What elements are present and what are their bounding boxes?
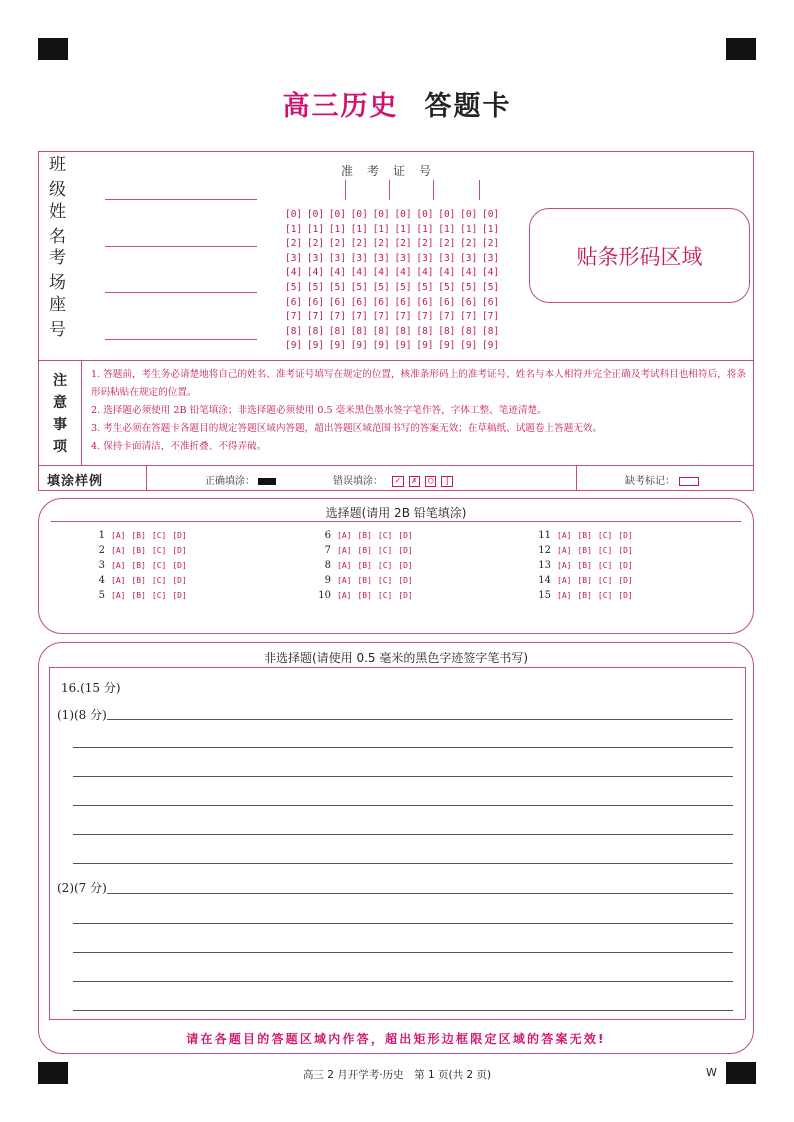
- question-number: 2: [98, 545, 105, 556]
- multiple-choice-section: [38, 498, 754, 634]
- answer-line[interactable]: [73, 952, 733, 953]
- digit-bubble[interactable]: [2]: [285, 238, 303, 250]
- question-number: 4: [98, 575, 105, 586]
- digit-bubble[interactable]: [3]: [306, 252, 325, 264]
- digit-bubble[interactable]: [4]: [394, 267, 412, 279]
- digit-bubble[interactable]: [3]: [460, 252, 478, 264]
- digit-bubble[interactable]: [9]: [394, 340, 412, 352]
- question-16-label: 16.(15 分): [61, 681, 121, 695]
- mc-question-row: [87, 558, 193, 573]
- title-subject: 高三历史: [282, 91, 399, 122]
- notes-label: 注意事项: [53, 373, 67, 455]
- field-label: 座号: [49, 295, 82, 340]
- answer-bubble[interactable]: [C]: [377, 576, 393, 585]
- digit-bubble[interactable]: [8]: [285, 325, 303, 337]
- digit-bubble[interactable]: [0]: [372, 209, 390, 220]
- question-number: 11: [538, 530, 551, 541]
- digit-bubble[interactable]: [3]: [350, 252, 368, 264]
- answer-bubble[interactable]: [C]: [597, 561, 613, 570]
- answer-bubble[interactable]: [D]: [172, 546, 187, 555]
- header-info-box: [38, 151, 754, 491]
- notes-list: [91, 366, 751, 456]
- digit-bubble[interactable]: [9]: [416, 340, 434, 352]
- digit-bubble[interactable]: [1]: [328, 223, 346, 235]
- answer-line[interactable]: [73, 747, 733, 748]
- digit-bubble[interactable]: [5]: [394, 281, 412, 293]
- answer-line[interactable]: [73, 863, 733, 864]
- question-number: 15: [538, 590, 551, 601]
- digit-bubble[interactable]: [4]: [482, 267, 500, 279]
- divider: [39, 360, 753, 361]
- barcode-area: 贴条形码区域: [529, 208, 750, 303]
- essay-section-title: 非选择题(请使用 0.5 毫米的黑色字迹签字笔书写): [263, 651, 529, 665]
- digit-bubble[interactable]: [9]: [460, 340, 478, 352]
- digit-bubble[interactable]: [9]: [438, 340, 456, 352]
- wrong-marks: [392, 476, 453, 487]
- digit-bubble[interactable]: [3]: [285, 252, 303, 264]
- digit-bubble[interactable]: [1]: [285, 223, 303, 235]
- digit-row: [285, 223, 504, 238]
- digit-bubble[interactable]: [3]: [372, 252, 390, 264]
- digit-row: [285, 339, 504, 354]
- answer-bubble[interactable]: [A]: [557, 576, 572, 585]
- answer-bubble[interactable]: [B]: [131, 561, 146, 570]
- digit-bubble[interactable]: [1]: [306, 223, 325, 235]
- digit-bubble[interactable]: [6]: [306, 296, 325, 308]
- answer-bubble[interactable]: [C]: [151, 561, 167, 570]
- answer-bubble[interactable]: [B]: [131, 531, 146, 540]
- digit-row: [285, 208, 504, 223]
- answer-bubble[interactable]: [A]: [557, 561, 572, 570]
- answer-bubble[interactable]: [A]: [557, 591, 572, 600]
- mc-column-3: [533, 528, 639, 603]
- answer-line[interactable]: [107, 893, 733, 894]
- mc-question-row: [533, 558, 639, 573]
- answer-bubble[interactable]: [B]: [131, 546, 146, 555]
- room-input-line[interactable]: [105, 274, 257, 293]
- page-footer: 高三 2 月开学考·历史 第 1 页(共 2 页): [302, 1069, 492, 1081]
- digit-bubble[interactable]: [2]: [482, 238, 500, 250]
- digit-bubble[interactable]: [1]: [482, 223, 500, 235]
- digit-bubble[interactable]: [8]: [372, 325, 390, 337]
- digit-bubble[interactable]: [2]: [416, 238, 434, 250]
- digit-bubble[interactable]: [6]: [394, 296, 412, 308]
- digit-bubble[interactable]: [7]: [328, 311, 346, 323]
- digit-bubble[interactable]: [5]: [372, 281, 390, 293]
- mc-question-row: [533, 588, 639, 603]
- digit-bubble[interactable]: [6]: [460, 296, 478, 308]
- wrong-fill-label: 错误填涂：: [333, 476, 383, 487]
- mc-question-row: [313, 588, 419, 603]
- answer-bubble[interactable]: [D]: [172, 531, 187, 540]
- answer-bubble[interactable]: [B]: [577, 576, 592, 585]
- question-number: 6: [324, 530, 331, 541]
- digit-bubble[interactable]: [9]: [285, 340, 303, 352]
- digit-bubble[interactable]: [5]: [285, 281, 303, 293]
- answer-bubble[interactable]: [D]: [618, 531, 633, 540]
- answer-bubble[interactable]: [D]: [172, 561, 187, 570]
- answer-bubble[interactable]: [C]: [377, 591, 393, 600]
- question-number: 1: [98, 530, 105, 541]
- fill-example-row: [39, 465, 755, 491]
- mc-column-1: [87, 528, 193, 603]
- answer-bubble[interactable]: [C]: [151, 531, 167, 540]
- answer-bubble[interactable]: [C]: [597, 546, 613, 555]
- digit-bubble[interactable]: [1]: [372, 223, 390, 235]
- answer-bubble[interactable]: [A]: [337, 576, 352, 585]
- answer-bubble[interactable]: [D]: [398, 561, 413, 570]
- digit-bubble[interactable]: [0]: [416, 209, 434, 220]
- digit-bubble[interactable]: [3]: [394, 252, 412, 264]
- corner-marker-top-left: [38, 38, 68, 60]
- admission-number-bubble-grid[interactable]: [285, 208, 504, 354]
- digit-bubble[interactable]: [2]: [350, 238, 368, 250]
- answer-bubble[interactable]: [D]: [618, 546, 633, 555]
- digit-bubble[interactable]: [6]: [372, 296, 390, 308]
- answer-bubble[interactable]: [D]: [398, 531, 413, 540]
- answer-bubble[interactable]: [A]: [111, 546, 126, 555]
- digit-bubble[interactable]: [8]: [306, 325, 325, 337]
- answer-bubble[interactable]: [C]: [377, 561, 393, 570]
- answer-bubble[interactable]: [A]: [111, 561, 126, 570]
- digit-bubble[interactable]: [4]: [328, 267, 346, 279]
- digit-bubble[interactable]: [3]: [482, 252, 500, 264]
- digit-bubble[interactable]: [4]: [416, 267, 434, 279]
- mc-question-row: [87, 528, 193, 543]
- divider: [576, 465, 577, 491]
- digit-bubble[interactable]: [0]: [350, 209, 368, 220]
- solid-mark-icon: [258, 478, 276, 485]
- answer-bubble[interactable]: [A]: [111, 591, 126, 600]
- class-input-line[interactable]: [105, 181, 257, 200]
- note-item: 3. 考生必须在答题卡各题目的规定答题区域内答题，超出答题区域范围书写的答案无效；在草稿纸、试题卷上答题无效。: [91, 423, 603, 434]
- digit-bubble[interactable]: [1]: [438, 223, 456, 235]
- digit-bubble[interactable]: [4]: [306, 267, 325, 279]
- answer-bubble[interactable]: [C]: [377, 531, 393, 540]
- answer-bubble[interactable]: [B]: [357, 576, 372, 585]
- digit-bubble[interactable]: [7]: [306, 311, 325, 323]
- mc-question-row: [87, 588, 193, 603]
- name-input-line[interactable]: [105, 228, 257, 247]
- mc-question-row: [533, 543, 639, 558]
- fill-example-label: 填涂样例: [47, 474, 104, 489]
- mc-question-row: [87, 543, 193, 558]
- digit-bubble[interactable]: [0]: [394, 209, 412, 220]
- field-label: 班级: [49, 155, 82, 200]
- answer-bubble[interactable]: [A]: [111, 531, 126, 540]
- divider: [49, 667, 745, 668]
- digit-bubble[interactable]: [7]: [285, 311, 303, 323]
- digit-bubble[interactable]: [8]: [416, 325, 434, 337]
- digit-bubble[interactable]: [5]: [328, 281, 346, 293]
- question-number: 7: [324, 545, 331, 556]
- digit-row: [285, 296, 504, 311]
- digit-bubble[interactable]: [4]: [285, 267, 303, 279]
- answer-bubble[interactable]: [B]: [357, 561, 372, 570]
- digit-bubble[interactable]: [9]: [328, 340, 346, 352]
- answer-bubble[interactable]: [D]: [618, 561, 633, 570]
- answer-bubble[interactable]: [D]: [398, 576, 413, 585]
- digit-bubble[interactable]: [2]: [460, 238, 478, 250]
- digit-bubble[interactable]: [2]: [372, 238, 390, 250]
- digit-bubble[interactable]: [0]: [460, 209, 478, 220]
- admission-number-title: 准考证号: [341, 164, 446, 178]
- digit-bubble[interactable]: [9]: [306, 340, 325, 352]
- divider: [146, 465, 147, 491]
- answer-bubble[interactable]: [B]: [131, 591, 146, 600]
- digit-bubble[interactable]: [3]: [328, 252, 346, 264]
- digit-bubble[interactable]: [8]: [394, 325, 412, 337]
- digit-bubble[interactable]: [0]: [438, 209, 456, 220]
- digit-bubble[interactable]: [0]: [306, 209, 325, 220]
- digit-bubble[interactable]: [2]: [394, 238, 412, 250]
- correct-fill-example: [205, 472, 276, 487]
- divider: [49, 667, 50, 1019]
- answer-bubble[interactable]: [D]: [398, 591, 413, 600]
- mc-question-row: [313, 573, 419, 588]
- answer-bubble[interactable]: [C]: [597, 576, 613, 585]
- digit-bubble[interactable]: [8]: [350, 325, 368, 337]
- digit-bubble[interactable]: [5]: [438, 281, 456, 293]
- question-number: 12: [538, 545, 551, 556]
- answer-bubble[interactable]: [D]: [172, 591, 187, 600]
- question-number: 5: [98, 590, 105, 601]
- digit-row: [285, 310, 504, 325]
- answer-bubble[interactable]: [A]: [111, 576, 126, 585]
- mc-question-row: [533, 528, 639, 543]
- digit-bubble[interactable]: [1]: [460, 223, 478, 235]
- answer-bubble[interactable]: [C]: [151, 591, 167, 600]
- bar-mark-icon: |: [441, 476, 452, 487]
- wrong-fill-example: [333, 472, 453, 487]
- essay-section: [38, 642, 754, 1054]
- digit-bubble[interactable]: [5]: [416, 281, 434, 293]
- digit-bubble[interactable]: [6]: [350, 296, 368, 308]
- digit-bubble[interactable]: [2]: [328, 238, 346, 250]
- digit-row: [285, 252, 504, 267]
- note-item: 1. 答题前，考生务必请楚地将自己的姓名、准考证号填写在规定的位置，核准条形码上的准考证号、姓名与本人相符并完全正确及考试科目也相符后，将条形码粘贴在规定的位置。: [91, 369, 746, 398]
- answer-line[interactable]: [73, 776, 733, 777]
- divider: [51, 521, 741, 522]
- answer-line[interactable]: [107, 719, 733, 720]
- digit-bubble[interactable]: [7]: [394, 311, 412, 323]
- question-number: 13: [538, 560, 551, 571]
- answer-bubble[interactable]: [A]: [557, 546, 572, 555]
- answer-bubble[interactable]: [C]: [597, 591, 613, 600]
- digit-bubble[interactable]: [9]: [482, 340, 500, 352]
- admission-number-write-boxes[interactable]: [345, 180, 485, 202]
- mc-section-title: 选择题(请用 2B 铅笔填涂): [325, 506, 467, 520]
- version-code: W: [706, 1066, 717, 1079]
- answer-line[interactable]: [73, 1010, 733, 1011]
- digit-bubble[interactable]: [7]: [482, 311, 500, 323]
- digit-bubble[interactable]: [3]: [416, 252, 434, 264]
- answer-bubble[interactable]: [B]: [357, 531, 372, 540]
- digit-bubble[interactable]: [6]: [328, 296, 346, 308]
- answer-bubble[interactable]: [C]: [377, 546, 393, 555]
- answer-bubble[interactable]: [B]: [577, 546, 592, 555]
- absent-mark-label: 缺考标记：: [625, 476, 675, 487]
- divider: [745, 667, 746, 1019]
- digit-bubble[interactable]: [0]: [482, 209, 500, 220]
- answer-bubble[interactable]: [A]: [557, 531, 572, 540]
- digit-bubble[interactable]: [7]: [350, 311, 368, 323]
- absent-mark: [625, 472, 699, 487]
- digit-row: [285, 237, 504, 252]
- digit-bubble[interactable]: [1]: [394, 223, 412, 235]
- digit-bubble[interactable]: [9]: [372, 340, 390, 352]
- answer-bubble[interactable]: [C]: [597, 531, 613, 540]
- digit-bubble[interactable]: [4]: [372, 267, 390, 279]
- answer-bubble[interactable]: [D]: [398, 546, 413, 555]
- note-item: 4. 保持卡面清洁，不准折叠、不得弄破。: [91, 441, 267, 452]
- digit-bubble[interactable]: [6]: [416, 296, 434, 308]
- answer-bubble[interactable]: [A]: [337, 531, 352, 540]
- check-mark-icon: ✓: [392, 476, 403, 487]
- digit-bubble[interactable]: [4]: [460, 267, 478, 279]
- digit-row: [285, 266, 504, 281]
- answer-bubble[interactable]: [A]: [337, 591, 352, 600]
- digit-bubble[interactable]: [0]: [285, 209, 303, 220]
- circle-mark-icon: ◯: [425, 476, 436, 487]
- digit-bubble[interactable]: [1]: [350, 223, 368, 235]
- digit-bubble[interactable]: [5]: [460, 281, 478, 293]
- mc-column-2: [313, 528, 419, 603]
- question-16-part-1-label: (1)(8 分): [57, 708, 107, 722]
- digit-bubble[interactable]: [2]: [306, 238, 325, 250]
- answer-area-warning: 请在各题目的答题区域内作答，超出矩形边框限定区域的答案无效!: [186, 1032, 606, 1046]
- mc-question-row: [313, 528, 419, 543]
- answer-line[interactable]: [73, 923, 733, 924]
- question-number: 3: [98, 560, 105, 571]
- digit-bubble[interactable]: [8]: [482, 325, 500, 337]
- corner-marker-top-right: [726, 38, 756, 60]
- digit-bubble[interactable]: [7]: [372, 311, 390, 323]
- answer-line[interactable]: [73, 805, 733, 806]
- digit-bubble[interactable]: [6]: [438, 296, 456, 308]
- field-seat: [49, 295, 257, 340]
- question-16-part-2-label: (2)(7 分): [57, 881, 107, 895]
- note-item: 2. 选择题必须使用 2B 铅笔填涂；非选择题必须使用 0.5 毫米黑色墨水签字笔作答，字体工整、笔迹清楚。: [91, 405, 547, 416]
- field-label: 姓名: [49, 202, 82, 247]
- answer-bubble[interactable]: [D]: [172, 576, 187, 585]
- digit-bubble[interactable]: [6]: [285, 296, 303, 308]
- cross-mark-icon: ✗: [409, 476, 420, 487]
- answer-bubble[interactable]: [D]: [618, 576, 633, 585]
- digit-bubble[interactable]: [7]: [416, 311, 434, 323]
- answer-bubble[interactable]: [D]: [618, 591, 633, 600]
- digit-bubble[interactable]: [8]: [328, 325, 346, 337]
- answer-bubble[interactable]: [A]: [337, 561, 352, 570]
- divider: [49, 1019, 745, 1020]
- question-number: 9: [324, 575, 331, 586]
- mc-question-row: [533, 573, 639, 588]
- digit-bubble[interactable]: [8]: [438, 325, 456, 337]
- answer-bubble[interactable]: [B]: [577, 561, 592, 570]
- answer-line[interactable]: [73, 981, 733, 982]
- answer-line[interactable]: [73, 834, 733, 835]
- answer-bubble[interactable]: [B]: [357, 546, 372, 555]
- digit-bubble[interactable]: [1]: [416, 223, 434, 235]
- digit-bubble[interactable]: [0]: [328, 209, 346, 220]
- answer-bubble[interactable]: [B]: [357, 591, 372, 600]
- page-title: [0, 84, 794, 123]
- correct-fill-label: 正确填涂：: [205, 476, 255, 487]
- digit-bubble[interactable]: [7]: [438, 311, 456, 323]
- answer-bubble[interactable]: [A]: [337, 546, 352, 555]
- digit-bubble[interactable]: [4]: [350, 267, 368, 279]
- question-number: 8: [324, 560, 331, 571]
- mc-question-row: [87, 573, 193, 588]
- digit-bubble[interactable]: [5]: [306, 281, 325, 293]
- answer-bubble[interactable]: [C]: [151, 546, 167, 555]
- divider: [81, 360, 82, 465]
- digit-bubble[interactable]: [9]: [350, 340, 368, 352]
- answer-bubble[interactable]: [B]: [577, 531, 592, 540]
- field-label: 考场: [49, 248, 82, 293]
- answer-bubble[interactable]: [C]: [151, 576, 167, 585]
- question-number: 10: [318, 590, 331, 601]
- mc-question-row: [313, 558, 419, 573]
- digit-bubble[interactable]: [5]: [482, 281, 500, 293]
- title-answer-card: 答题卡: [424, 91, 512, 122]
- digit-bubble[interactable]: [5]: [350, 281, 368, 293]
- digit-row: [285, 325, 504, 340]
- digit-bubble[interactable]: [4]: [438, 267, 456, 279]
- answer-bubble[interactable]: [B]: [577, 591, 592, 600]
- seat-input-line[interactable]: [105, 321, 257, 340]
- mc-question-row: [313, 543, 419, 558]
- digit-bubble[interactable]: [3]: [438, 252, 456, 264]
- digit-row: [285, 281, 504, 296]
- question-number: 14: [538, 575, 551, 586]
- digit-bubble[interactable]: [2]: [438, 238, 456, 250]
- digit-bubble[interactable]: [8]: [460, 325, 478, 337]
- digit-bubble[interactable]: [7]: [460, 311, 478, 323]
- digit-bubble[interactable]: [6]: [482, 296, 500, 308]
- answer-bubble[interactable]: [B]: [131, 576, 146, 585]
- absent-mark-box[interactable]: [679, 477, 699, 486]
